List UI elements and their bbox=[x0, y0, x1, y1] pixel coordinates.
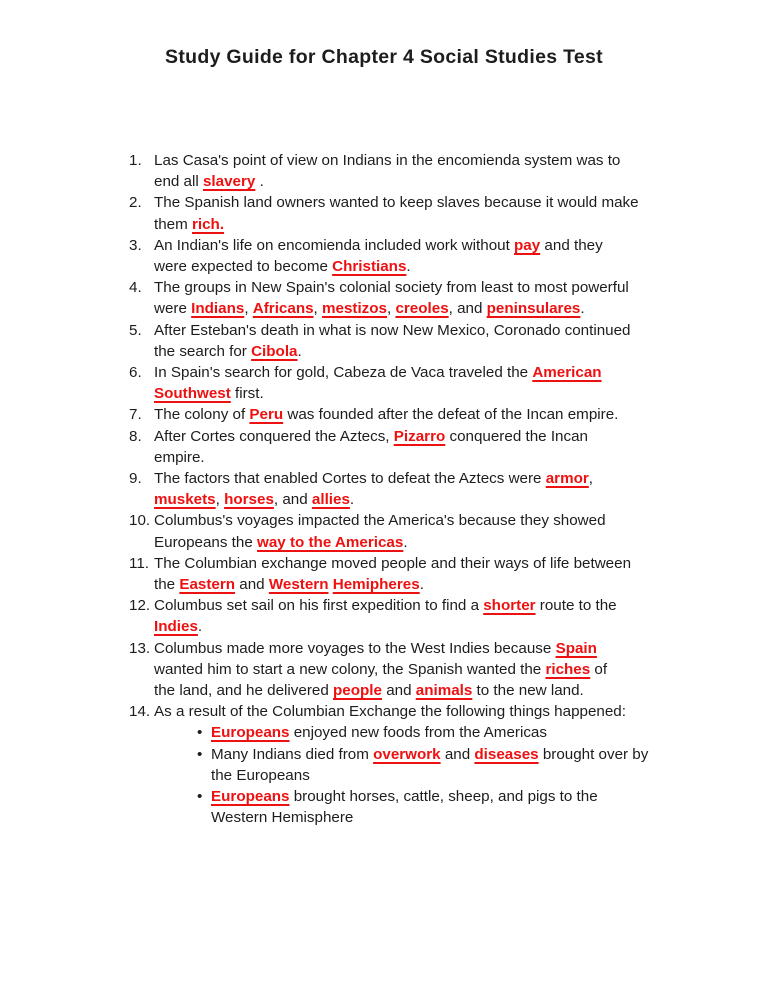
text-run: the Europeans bbox=[211, 766, 310, 784]
text-run: enjoyed new foods from the Americas bbox=[289, 724, 547, 742]
text-line bbox=[154, 298, 719, 319]
text-line bbox=[211, 807, 719, 828]
item-number: 2. bbox=[129, 194, 142, 212]
text-run: . bbox=[403, 533, 408, 551]
text-run: After Cortes conquered the Aztecs, bbox=[154, 427, 394, 445]
list-item-12 bbox=[129, 595, 719, 637]
text-run: end all bbox=[154, 173, 203, 191]
answer-blank: Europeans bbox=[211, 724, 290, 742]
text-run: Las Casa's point of view on Indians in the encomienda system was to bbox=[154, 152, 621, 169]
item-number: 11. bbox=[129, 554, 149, 572]
text-run: , and bbox=[273, 491, 312, 509]
text-line bbox=[211, 786, 719, 807]
text-run: . bbox=[419, 576, 424, 594]
text-line bbox=[154, 235, 719, 256]
text-run: them bbox=[154, 215, 192, 233]
bullet-item bbox=[154, 744, 719, 786]
text-run: conquered the Incan bbox=[445, 427, 588, 445]
text-run: Columbus's voyages impacted the America's because they showed bbox=[154, 512, 606, 530]
text-run: The groups in New Spain's colonial society from least to most powerful bbox=[154, 279, 629, 297]
text-run: was founded after the defeat of the Incan empire. bbox=[283, 406, 619, 424]
text-line bbox=[154, 701, 719, 722]
answer-blank: creoles bbox=[395, 300, 449, 318]
text-run: of bbox=[590, 660, 608, 678]
text-line bbox=[154, 192, 719, 213]
text-run: were bbox=[154, 300, 192, 318]
text-run: and bbox=[381, 682, 416, 700]
answer-blank: shorter bbox=[483, 597, 536, 615]
text-run: Europeans the bbox=[154, 533, 258, 551]
text-run: Columbus set sail on his first expedition to find a bbox=[154, 597, 484, 615]
text-run: and bbox=[440, 745, 475, 763]
answer-blank: Western bbox=[268, 576, 329, 594]
answer-blank: Cibola bbox=[251, 342, 298, 360]
text-line bbox=[154, 404, 719, 425]
text-line bbox=[154, 659, 719, 680]
answer-blank: pay bbox=[514, 236, 541, 254]
text-run: , bbox=[313, 300, 322, 318]
text-line bbox=[154, 510, 719, 531]
text-run: , bbox=[215, 491, 225, 509]
text-run: . bbox=[255, 173, 264, 191]
answer-blank: Pizarro bbox=[393, 427, 446, 445]
text-run: Many Indians died from bbox=[211, 745, 374, 763]
text-line bbox=[154, 532, 719, 553]
answer-blank: Peru bbox=[249, 406, 284, 424]
text-run: The Columbian exchange moved people and their ways of life between bbox=[154, 554, 632, 572]
bullet-icon: • bbox=[197, 788, 203, 806]
text-line bbox=[154, 616, 719, 637]
list-item-8 bbox=[129, 426, 719, 468]
text-line bbox=[154, 680, 719, 701]
bullet-item bbox=[154, 722, 719, 743]
list-item-4 bbox=[129, 277, 719, 319]
text-run: An Indian's life on encomienda included work without bbox=[154, 236, 515, 254]
text-line bbox=[154, 553, 719, 574]
text-line bbox=[211, 744, 719, 765]
text-line bbox=[154, 320, 719, 341]
item-number: 7. bbox=[129, 406, 142, 424]
item-number: 6. bbox=[129, 364, 142, 382]
bullet-icon: • bbox=[197, 724, 203, 742]
answer-blank: diseases bbox=[474, 745, 539, 763]
text-line bbox=[154, 574, 719, 595]
text-run: , bbox=[387, 300, 396, 318]
text-run: In Spain's search for gold, Cabeza de Vaca traveled the bbox=[154, 364, 533, 382]
list-item-10 bbox=[129, 510, 719, 552]
text-line bbox=[154, 595, 719, 616]
text-run: , bbox=[588, 470, 594, 488]
answer-blank: slavery bbox=[202, 173, 256, 191]
text-run: the land, and he delivered bbox=[154, 682, 334, 700]
list-item-1 bbox=[129, 150, 719, 192]
text-run: brought over by bbox=[538, 745, 649, 763]
text-line bbox=[154, 638, 719, 659]
item-number: 4. bbox=[129, 279, 142, 297]
text-run: to the new land. bbox=[472, 682, 584, 700]
answer-blank: allies bbox=[311, 491, 350, 509]
text-run: the bbox=[154, 576, 180, 594]
list-item-14 bbox=[129, 701, 719, 828]
answer-blank: muskets bbox=[154, 491, 216, 509]
answer-blank: rich. bbox=[191, 215, 225, 233]
list-item-13 bbox=[129, 638, 719, 702]
study-guide-list bbox=[129, 150, 719, 829]
item-number: 3. bbox=[129, 236, 142, 254]
text-line bbox=[154, 426, 719, 447]
item-number: 5. bbox=[129, 321, 142, 339]
bullet-icon: • bbox=[197, 745, 203, 763]
answer-blank: peninsulares bbox=[486, 300, 581, 318]
item-number: 12. bbox=[129, 597, 151, 615]
text-run: As a result of the Columbian Exchange the following things happened: bbox=[154, 703, 626, 721]
list-item-11 bbox=[129, 553, 719, 595]
text-run: Columbus made more voyages to the West Indies because bbox=[154, 639, 556, 657]
text-run: route to the bbox=[535, 597, 617, 615]
list-item-3 bbox=[129, 235, 719, 277]
answer-blank: riches bbox=[545, 660, 591, 678]
text-run: . bbox=[297, 342, 302, 360]
text-run: brought horses, cattle, sheep, and pigs to the bbox=[289, 788, 598, 806]
text-run: and bbox=[235, 576, 269, 594]
text-run: The Spanish land owners wanted to keep slaves because it would make bbox=[154, 194, 639, 212]
answer-blank: Christians bbox=[332, 258, 407, 276]
item-number: 14. bbox=[129, 703, 151, 721]
answer-blank: Africans bbox=[252, 300, 314, 318]
text-run: Western Hemisphere bbox=[211, 809, 354, 827]
text-line bbox=[211, 765, 719, 786]
answer-blank: animals bbox=[415, 682, 473, 700]
text-run: . bbox=[406, 258, 411, 276]
answer-blank: overwork bbox=[373, 745, 441, 763]
text-line bbox=[154, 341, 719, 362]
item-number: 13. bbox=[129, 639, 151, 657]
item-number: 1. bbox=[129, 152, 142, 169]
text-line bbox=[154, 214, 719, 235]
list-item-5 bbox=[129, 320, 719, 362]
text-line bbox=[154, 256, 719, 277]
text-line bbox=[154, 383, 719, 404]
list-item-7 bbox=[129, 404, 719, 425]
item-number: 9. bbox=[129, 470, 142, 488]
text-run: empire. bbox=[154, 448, 205, 466]
answer-blank: people bbox=[333, 682, 382, 700]
text-run: The colony of bbox=[154, 406, 250, 424]
text-line bbox=[154, 150, 719, 171]
answer-blank: way to the Americas bbox=[257, 533, 404, 551]
answer-blank: Spain bbox=[555, 639, 597, 657]
text-run: were expected to become bbox=[154, 258, 333, 276]
document-title: Study Guide for Chapter 4 Social Studies Test bbox=[165, 46, 603, 68]
text-line bbox=[154, 489, 719, 510]
text-run: . bbox=[197, 618, 203, 636]
answer-blank: Europeans bbox=[211, 788, 290, 806]
item-number: 8. bbox=[129, 427, 142, 445]
list-item-2 bbox=[129, 192, 719, 234]
text-line bbox=[154, 277, 719, 298]
item-number: 10. bbox=[129, 512, 151, 530]
answer-blank: American bbox=[532, 364, 602, 382]
text-run: After Esteban's death in what is now New Mexico, Coronado continued bbox=[154, 321, 631, 339]
text-line bbox=[211, 722, 719, 743]
text-run: the search for bbox=[154, 342, 252, 360]
bullet-item bbox=[154, 786, 719, 828]
answer-blank: armor bbox=[545, 470, 589, 488]
text-run: . bbox=[349, 491, 355, 509]
text-run: The factors that enabled Cortes to defeat the Aztecs were bbox=[154, 470, 546, 488]
text-line bbox=[154, 447, 719, 468]
text-run: first. bbox=[230, 385, 264, 403]
text-run: wanted him to start a new colony, the Spanish wanted the bbox=[154, 660, 546, 678]
text-run: and they bbox=[540, 236, 603, 254]
answer-blank: Indies bbox=[154, 618, 198, 636]
text-line bbox=[154, 171, 719, 192]
list-item-9 bbox=[129, 468, 719, 510]
list-item-6 bbox=[129, 362, 719, 404]
answer-blank: horses bbox=[224, 491, 274, 509]
text-run: , bbox=[244, 300, 253, 318]
answer-blank: mestizos bbox=[322, 300, 387, 318]
text-run: . bbox=[580, 300, 585, 318]
text-line bbox=[154, 362, 719, 383]
answer-blank: Eastern bbox=[179, 576, 236, 594]
answer-blank: Indians bbox=[191, 300, 245, 318]
answer-blank: Hemipheres bbox=[332, 576, 420, 594]
text-run: , and bbox=[448, 300, 487, 318]
answer-blank: Southwest bbox=[154, 385, 231, 403]
text-line bbox=[154, 468, 719, 489]
